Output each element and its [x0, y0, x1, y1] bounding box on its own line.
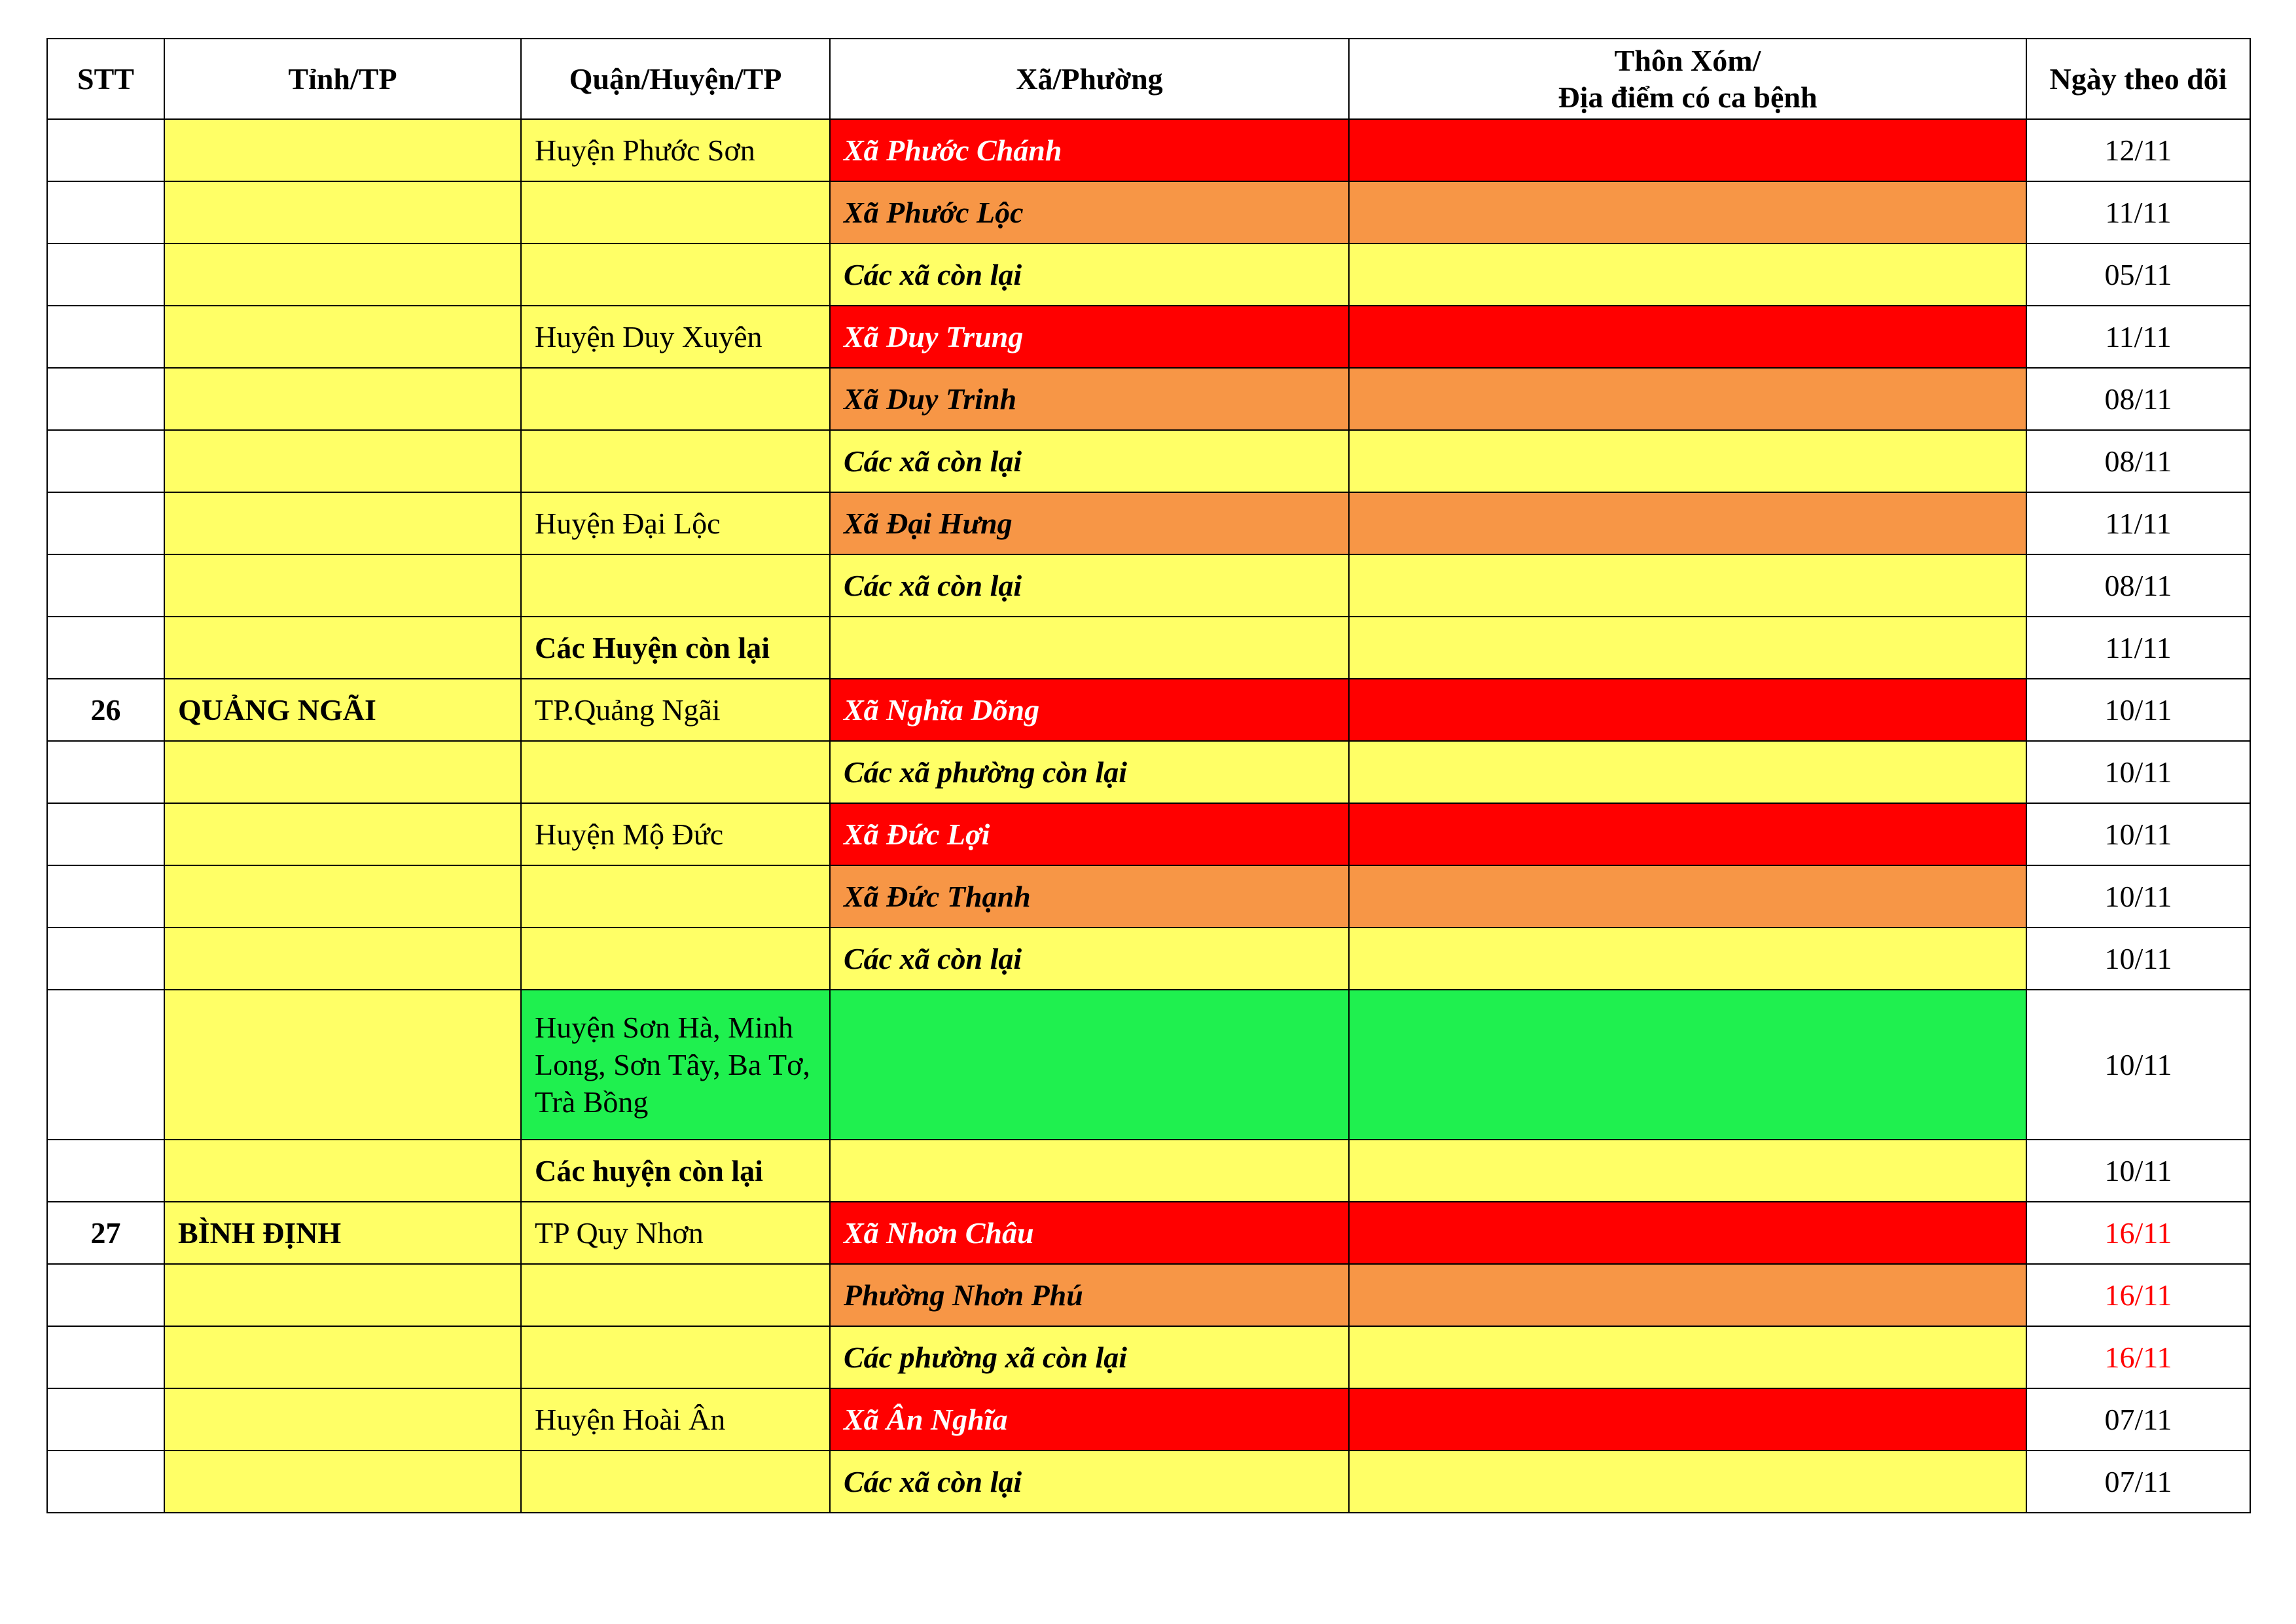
- province-cell: [164, 1388, 521, 1451]
- hamlet-cell: [1349, 865, 2026, 928]
- hamlet-cell: [1349, 554, 2026, 617]
- province-cell: [164, 803, 521, 865]
- date-cell: 10/11: [2026, 1140, 2250, 1202]
- hamlet-cell: [1349, 430, 2026, 492]
- ward-cell: Xã Phước Lộc: [830, 181, 1349, 244]
- ward-cell: Các xã còn lại: [830, 554, 1349, 617]
- table-row: [47, 1388, 2250, 1451]
- stt-cell: [47, 865, 164, 928]
- stt-cell: [47, 181, 164, 244]
- district-cell: [521, 430, 830, 492]
- header-province: Tỉnh/TP: [164, 39, 521, 119]
- table-row: [47, 741, 2250, 803]
- ward-cell: Xã Ân Nghĩa: [830, 1388, 1349, 1451]
- stt-cell: [47, 1326, 164, 1388]
- district-cell: Huyện Đại Lộc: [521, 492, 830, 554]
- date-cell: 08/11: [2026, 430, 2250, 492]
- province-cell: [164, 492, 521, 554]
- stt-cell: [47, 430, 164, 492]
- province-cell: [164, 1326, 521, 1388]
- district-cell: Huyện Mộ Đức: [521, 803, 830, 865]
- district-cell: Huyện Phước Sơn: [521, 119, 830, 181]
- district-cell: Các Huyện còn lại: [521, 617, 830, 679]
- stt-cell: [47, 306, 164, 368]
- stt-cell: [47, 617, 164, 679]
- table-row: [47, 803, 2250, 865]
- table-row: [47, 1264, 2250, 1326]
- table-row: [47, 306, 2250, 368]
- district-cell: [521, 1451, 830, 1513]
- date-cell: 08/11: [2026, 554, 2250, 617]
- date-cell: 16/11: [2026, 1264, 2250, 1326]
- hamlet-cell: [1349, 306, 2026, 368]
- province-cell: [164, 928, 521, 990]
- ward-cell: Các xã còn lại: [830, 244, 1349, 306]
- stt-cell: [47, 492, 164, 554]
- hamlet-cell: [1349, 181, 2026, 244]
- ward-cell: Xã Phước Chánh: [830, 119, 1349, 181]
- ward-cell: [830, 1140, 1349, 1202]
- table-row: [47, 430, 2250, 492]
- stt-cell: [47, 554, 164, 617]
- table-row: [47, 368, 2250, 430]
- district-cell: [521, 928, 830, 990]
- stt-cell: [47, 1140, 164, 1202]
- ward-cell: Xã Nghĩa Dõng: [830, 679, 1349, 741]
- table-row: [47, 865, 2250, 928]
- date-cell: 11/11: [2026, 181, 2250, 244]
- district-cell: [521, 865, 830, 928]
- ward-cell: Phường Nhơn Phú: [830, 1264, 1349, 1326]
- stt-cell: [47, 244, 164, 306]
- ward-cell: Các xã còn lại: [830, 928, 1349, 990]
- district-cell: Huyện Hoài Ân: [521, 1388, 830, 1451]
- date-cell: 11/11: [2026, 492, 2250, 554]
- hamlet-cell: [1349, 617, 2026, 679]
- table-row: [47, 244, 2250, 306]
- hamlet-cell: [1349, 492, 2026, 554]
- header-hamlet-line2: Địa điểm có ca bệnh: [1558, 80, 1818, 114]
- stt-cell: [47, 1388, 164, 1451]
- district-cell: Huyện Sơn Hà, Minh Long, Sơn Tây, Ba Tơ, Trà Bồng: [521, 990, 830, 1140]
- date-cell: 07/11: [2026, 1451, 2250, 1513]
- header-row: [47, 39, 2250, 119]
- district-cell: [521, 368, 830, 430]
- ward-cell: [830, 990, 1349, 1140]
- ward-cell: Xã Đức Lợi: [830, 803, 1349, 865]
- date-cell: 07/11: [2026, 1388, 2250, 1451]
- stt-cell: [47, 928, 164, 990]
- province-cell: [164, 617, 521, 679]
- district-cell: Huyện Duy Xuyên: [521, 306, 830, 368]
- hamlet-cell: [1349, 119, 2026, 181]
- province-cell: BÌNH ĐỊNH: [164, 1202, 521, 1264]
- table-row: [47, 492, 2250, 554]
- stt-cell: [47, 1451, 164, 1513]
- ward-cell: Các xã còn lại: [830, 1451, 1349, 1513]
- stt-cell: [47, 741, 164, 803]
- header-hamlet: [1349, 39, 2026, 119]
- header-date: Ngày theo dõi: [2026, 39, 2250, 119]
- district-cell: [521, 1326, 830, 1388]
- district-cell: TP Quy Nhơn: [521, 1202, 830, 1264]
- hamlet-cell: [1349, 1451, 2026, 1513]
- date-cell: 12/11: [2026, 119, 2250, 181]
- district-cell: [521, 741, 830, 803]
- date-cell: 16/11: [2026, 1202, 2250, 1264]
- hamlet-cell: [1349, 1326, 2026, 1388]
- date-cell: 10/11: [2026, 990, 2250, 1140]
- table-row: [47, 181, 2250, 244]
- header-hamlet-line1: Thôn Xóm/: [1614, 43, 1761, 77]
- ward-cell: Các xã phường còn lại: [830, 741, 1349, 803]
- case-tracking-table: [46, 38, 2251, 1513]
- stt-cell: 27: [47, 1202, 164, 1264]
- date-cell: 16/11: [2026, 1326, 2250, 1388]
- province-cell: [164, 430, 521, 492]
- date-cell: 10/11: [2026, 679, 2250, 741]
- table-row: [47, 1202, 2250, 1264]
- date-cell: 10/11: [2026, 865, 2250, 928]
- table-header: [47, 39, 2250, 119]
- ward-cell: [830, 617, 1349, 679]
- table-row: [47, 679, 2250, 741]
- header-stt: STT: [47, 39, 164, 119]
- table-row: [47, 990, 2250, 1140]
- table-row: [47, 1140, 2250, 1202]
- province-cell: [164, 865, 521, 928]
- province-cell: [164, 119, 521, 181]
- province-cell: [164, 181, 521, 244]
- district-cell: [521, 554, 830, 617]
- stt-cell: [47, 990, 164, 1140]
- table-row: [47, 1326, 2250, 1388]
- province-cell: [164, 1140, 521, 1202]
- hamlet-cell: [1349, 990, 2026, 1140]
- ward-cell: Xã Nhơn Châu: [830, 1202, 1349, 1264]
- hamlet-cell: [1349, 244, 2026, 306]
- ward-cell: Các phường xã còn lại: [830, 1326, 1349, 1388]
- district-cell: [521, 244, 830, 306]
- hamlet-cell: [1349, 368, 2026, 430]
- hamlet-cell: [1349, 679, 2026, 741]
- district-cell: [521, 181, 830, 244]
- province-cell: [164, 368, 521, 430]
- district-cell: Các huyện còn lại: [521, 1140, 830, 1202]
- date-cell: 10/11: [2026, 741, 2250, 803]
- district-cell: [521, 1264, 830, 1326]
- date-cell: 10/11: [2026, 803, 2250, 865]
- stt-cell: [47, 119, 164, 181]
- header-ward: Xã/Phường: [830, 39, 1349, 119]
- date-cell: 08/11: [2026, 368, 2250, 430]
- hamlet-cell: [1349, 1264, 2026, 1326]
- ward-cell: Xã Duy Trinh: [830, 368, 1349, 430]
- province-cell: [164, 1264, 521, 1326]
- stt-cell: [47, 1264, 164, 1326]
- province-cell: [164, 1451, 521, 1513]
- stt-cell: [47, 803, 164, 865]
- ward-cell: Xã Đức Thạnh: [830, 865, 1349, 928]
- ward-cell: Các xã còn lại: [830, 430, 1349, 492]
- district-cell: TP.Quảng Ngãi: [521, 679, 830, 741]
- hamlet-cell: [1349, 1388, 2026, 1451]
- hamlet-cell: [1349, 928, 2026, 990]
- table-row: [47, 617, 2250, 679]
- table-row: [47, 119, 2250, 181]
- province-cell: QUẢNG NGÃI: [164, 679, 521, 741]
- table-row: [47, 928, 2250, 990]
- date-cell: 10/11: [2026, 928, 2250, 990]
- hamlet-cell: [1349, 1202, 2026, 1264]
- table-row: [47, 554, 2250, 617]
- hamlet-cell: [1349, 803, 2026, 865]
- hamlet-cell: [1349, 1140, 2026, 1202]
- ward-cell: Xã Duy Trung: [830, 306, 1349, 368]
- province-cell: [164, 990, 521, 1140]
- header-district: Quận/Huyện/TP: [521, 39, 830, 119]
- hamlet-cell: [1349, 741, 2026, 803]
- table-body: [47, 119, 2250, 1513]
- ward-cell: Xã Đại Hưng: [830, 492, 1349, 554]
- stt-cell: 26: [47, 679, 164, 741]
- province-cell: [164, 554, 521, 617]
- province-cell: [164, 741, 521, 803]
- date-cell: 11/11: [2026, 306, 2250, 368]
- province-cell: [164, 306, 521, 368]
- date-cell: 11/11: [2026, 617, 2250, 679]
- table-row: [47, 1451, 2250, 1513]
- date-cell: 05/11: [2026, 244, 2250, 306]
- stt-cell: [47, 368, 164, 430]
- province-cell: [164, 244, 521, 306]
